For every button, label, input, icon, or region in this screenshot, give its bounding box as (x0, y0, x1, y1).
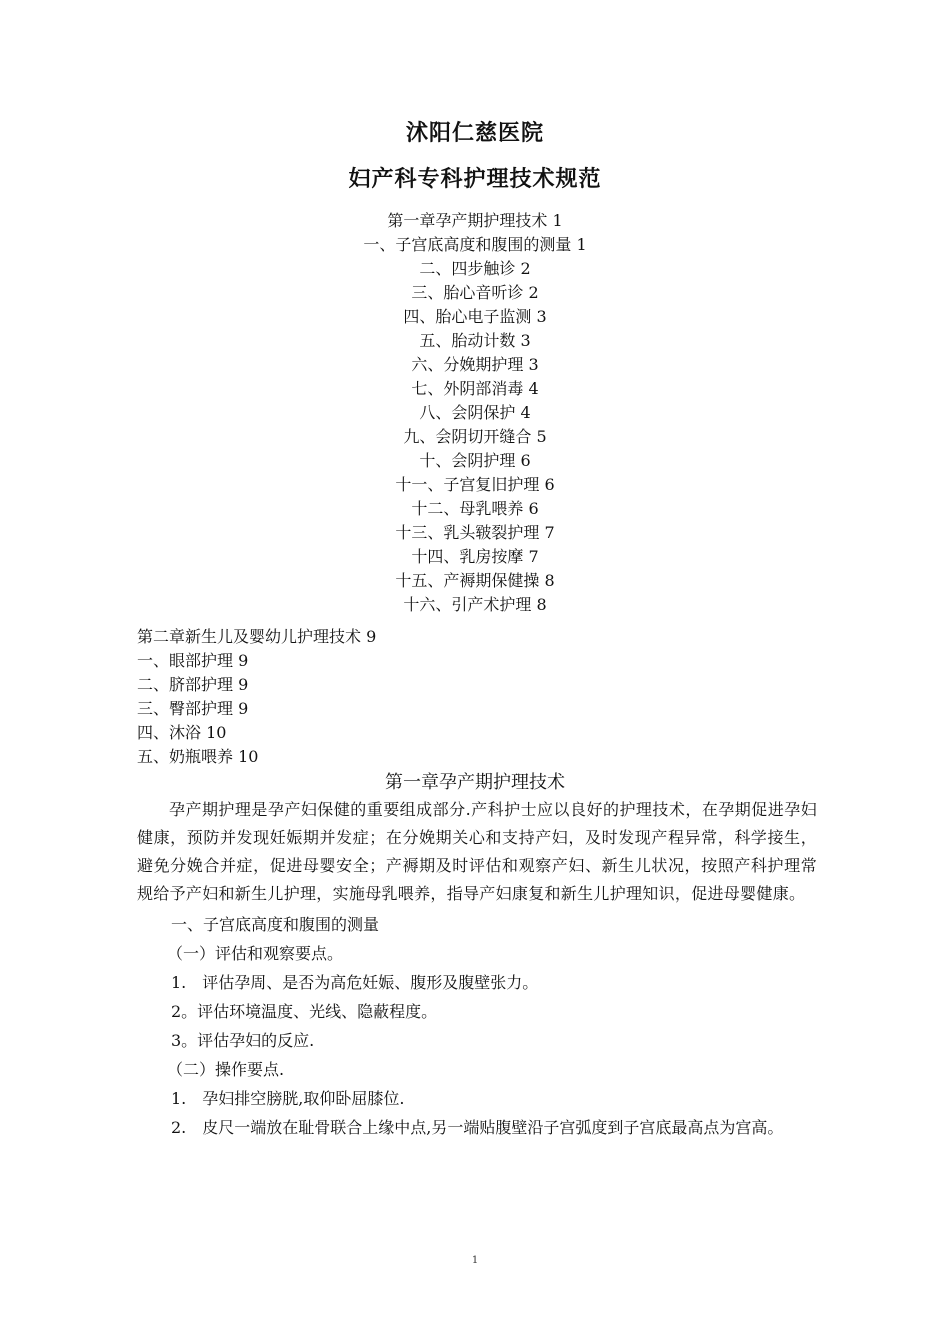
toc-item: 五、奶瓶喂养 10 (137, 747, 259, 766)
toc-item: 六、分娩期护理 3 (411, 355, 539, 374)
subsection-title: （一）评估和观察要点。 (167, 944, 344, 963)
list-item: 2. 皮尺一端放在耻骨联合上缘中点,另一端贴腹壁沿子宫弧度到子宫底最高点为宫高。 (171, 1118, 784, 1137)
list-item: 1. 孕妇排空膀胱,取仰卧屈膝位. (171, 1089, 405, 1108)
chapter-heading: 第一章孕产期护理技术 (385, 772, 565, 793)
toc-item: 一、眼部护理 9 (137, 651, 249, 670)
toc-chapter-2: 第二章新生儿及婴幼儿护理技术 9 (137, 627, 377, 646)
table-of-contents-chapter2 (137, 625, 376, 769)
toc-item: 三、胎心音听诊 2 (411, 283, 539, 302)
intro-paragraph: 孕产期护理是孕产妇保健的重要组成部分.产科护士应以良好的护理技术，在孕期促进孕妇健康，预防并发现妊娠期并发症；在分娩期关心和支持产妇，及时发现产程异常，科学接生，避免分娩合并症，促进母婴安全；产褥期及时评估和观察产妇、新生儿状况，按照产科护理常规给予产妇和新生儿护理，实施母乳喂养，指导产妇康复和新生儿护理知识，促进母婴健康。 (137, 800, 817, 903)
list-item: 1. 评估孕周、是否为高危妊娠、腹形及腹壁张力。 (171, 973, 539, 992)
toc-item: 九、会阴切开缝合 5 (403, 427, 547, 446)
toc-item: 一、子宫底高度和腹围的测量 1 (363, 235, 587, 254)
toc-item: 二、四步触诊 2 (419, 259, 531, 278)
page-number: 1 (471, 1255, 479, 1266)
toc-item: 十、会阴护理 6 (419, 451, 531, 470)
toc-item: 五、胎动计数 3 (419, 331, 531, 350)
toc-item: 十五、产褥期保健操 8 (395, 571, 555, 590)
toc-item: 三、臀部护理 9 (137, 699, 249, 718)
toc-item: 四、胎心电子监测 3 (403, 307, 547, 326)
table-of-contents-chapter1 (0, 209, 950, 617)
toc-item: 十四、乳房按摩 7 (411, 547, 539, 566)
hospital-name: 沭阳仁慈医院 (405, 121, 544, 146)
toc-item: 十六、引产术护理 8 (403, 595, 547, 614)
toc-item: 四、沐浴 10 (137, 723, 227, 742)
toc-item: 七、外阴部消毒 4 (411, 379, 539, 398)
toc-item: 二、脐部护理 9 (137, 675, 249, 694)
toc-item: 八、会阴保护 4 (419, 403, 531, 422)
toc-chapter-1: 第一章孕产期护理技术 1 (387, 211, 563, 230)
toc-item: 十三、乳头皲裂护理 7 (395, 523, 555, 542)
toc-item: 十一、子宫复旧护理 6 (395, 475, 555, 494)
list-item: 3。评估孕妇的反应. (171, 1031, 315, 1050)
body-text (137, 796, 817, 1142)
toc-item: 十二、母乳喂养 6 (411, 499, 539, 518)
section-title: 一、子宫底高度和腹围的测量 (171, 915, 380, 934)
subsection-title: （二）操作要点. (167, 1060, 285, 1079)
list-item: 2。评估环境温度、光线、隐蔽程度。 (171, 1002, 438, 1021)
document-title: 妇产科专科护理技术规范 (348, 167, 602, 192)
